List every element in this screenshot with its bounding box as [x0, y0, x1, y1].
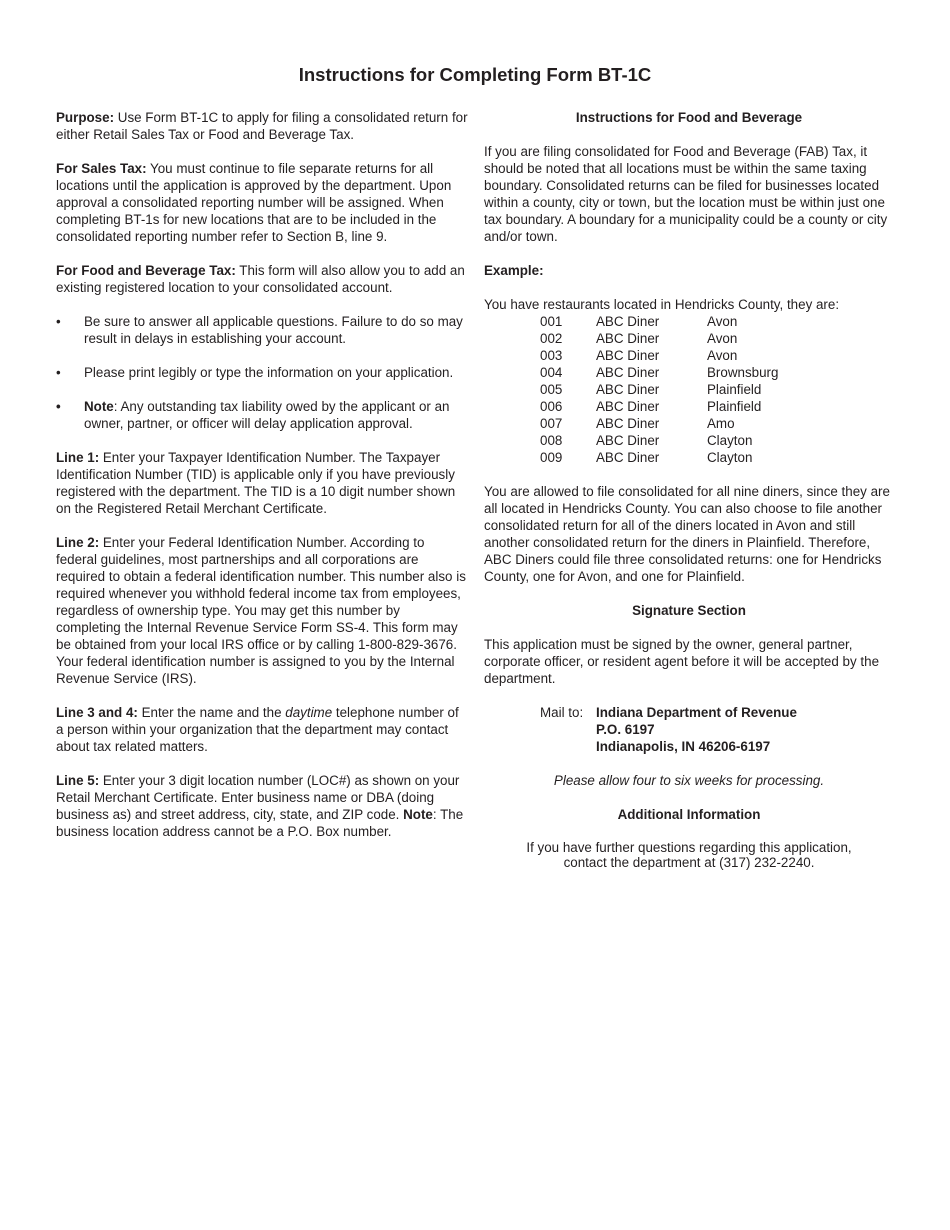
- business-name: ABC Diner: [596, 331, 660, 346]
- location-number: 002: [540, 331, 563, 346]
- table-row: [540, 313, 778, 330]
- business-name: ABC Diner: [596, 450, 660, 465]
- additional-info-line-2: contact the department at (317) 232-2240.: [563, 855, 815, 870]
- table-row: [540, 415, 778, 432]
- location-number: 005: [540, 382, 563, 397]
- table-row: [540, 330, 778, 347]
- line5-text-a: Enter your 3 digit location number (LOC#) as shown on your Retail Merchant Certificate. Enter business name or DBA (doing business as) and street address, city, state, and ZIP code.: [56, 773, 460, 822]
- bullet-item-answer-questions: [56, 313, 468, 347]
- table-row: [540, 364, 778, 381]
- table-row: [540, 381, 778, 398]
- additional-info-text: [484, 840, 894, 870]
- address-line-2: P.O. 6197: [596, 722, 655, 737]
- line1-label: Line 1:: [56, 450, 100, 465]
- mailing-address: [596, 704, 797, 755]
- purpose-label: Purpose:: [56, 110, 115, 125]
- line5-text-b: : The business location address cannot be a P.O. Box number.: [56, 807, 464, 839]
- line5-label: Line 5:: [56, 773, 100, 788]
- business-name: ABC Diner: [596, 416, 660, 431]
- mail-to-label: Mail to:: [540, 705, 584, 720]
- business-name: ABC Diner: [596, 399, 660, 414]
- table-row: [540, 347, 778, 364]
- business-name: ABC Diner: [596, 365, 660, 380]
- example-conclusion-paragraph: You are allowed to file consolidated for all nine diners, since they are all located in Hendricks County. You can also choose to file another consolidated return for all of the diners located in Avon and still another consolidated return for the diners in Plainfield. Therefore, ABC Diners could file three consolidated returns: one for Hendricks County, one for Avon, and one for Plainfield.: [484, 484, 890, 584]
- city-name: Avon: [707, 331, 738, 346]
- line2-text: Enter your Federal Identification Number. According to federal guidelines, most partnerships and all corporations are required to obtain a federal identification number. This number also is required whenever you withhold federal income tax from employees, regardless of ownership type. You may get this number by completing the Internal Revenue Service Form SS-4. This form may be obtained from your local IRS office or by calling 1-800-829-3676. Your federal identification number is assigned to you by the Internal Revenue Service (IRS).: [56, 535, 466, 686]
- city-name: Plainfield: [707, 399, 762, 414]
- address-line-1: Indiana Department of Revenue: [596, 705, 797, 720]
- business-name: ABC Diner: [596, 348, 660, 363]
- line2-label: Line 2:: [56, 535, 100, 550]
- city-name: Clayton: [707, 450, 753, 465]
- fab-tax-label: For Food and Beverage Tax:: [56, 263, 236, 278]
- city-name: Avon: [707, 314, 738, 329]
- bullet-icon: •: [56, 399, 61, 414]
- fab-tax-text: This form will also allow you to add an existing registered location to your consolidated account.: [56, 263, 465, 295]
- table-row: [540, 398, 778, 415]
- line34-paragraph: [56, 704, 468, 755]
- example-label: Example:: [484, 263, 544, 278]
- line2-paragraph: [56, 534, 468, 687]
- fab-heading: Instructions for Food and Beverage: [575, 110, 803, 125]
- bullet-note-label: Note: [84, 399, 114, 414]
- bullet-icon: •: [56, 365, 61, 380]
- city-name: Clayton: [707, 433, 753, 448]
- table-row: [540, 432, 778, 449]
- location-number: 007: [540, 416, 563, 431]
- page-title: Instructions for Completing Form BT-1C: [298, 64, 652, 86]
- additional-info-heading: Additional Information: [617, 807, 761, 822]
- restaurant-table: [540, 313, 778, 466]
- table-row: [540, 449, 778, 466]
- business-name: ABC Diner: [596, 433, 660, 448]
- address-line-3: Indianapolis, IN 46206-6197: [596, 739, 771, 754]
- city-name: Plainfield: [707, 382, 762, 397]
- location-number: 003: [540, 348, 563, 363]
- bullet-text: Please print legibly or type the information on your application.: [84, 365, 454, 380]
- location-number: 006: [540, 399, 563, 414]
- left-column: [56, 109, 468, 857]
- city-name: Brownsburg: [707, 365, 779, 380]
- line34-text-b: telephone number of a person within your organization that the department may contact about tax related matters.: [56, 705, 459, 754]
- additional-info-line-1: If you have further questions regarding this application,: [526, 840, 852, 855]
- location-number: 004: [540, 365, 563, 380]
- bullet-item-note-liability: [56, 398, 468, 432]
- sales-tax-label: For Sales Tax:: [56, 161, 147, 176]
- business-name: ABC Diner: [596, 314, 660, 329]
- purpose-paragraph: [56, 109, 468, 143]
- line1-text: Enter your Taxpayer Identification Number. The Taxpayer Identification Number (TID) is applicable only if you have previously registered with the department. The TID is a 10 digit number shown on the Registered Retail Merchant Certificate.: [56, 450, 456, 516]
- business-name: ABC Diner: [596, 382, 660, 397]
- signature-heading: Signature Section: [632, 603, 746, 618]
- bullet-text: Be sure to answer all applicable questions. Failure to do so may result in delays in establishing your account.: [84, 314, 463, 346]
- processing-note: Please allow four to six weeks for processing.: [553, 773, 825, 788]
- location-number: 009: [540, 450, 563, 465]
- city-name: Avon: [707, 348, 738, 363]
- location-number: 001: [540, 314, 563, 329]
- fab-intro-paragraph: If you are filing consolidated for Food and Beverage (FAB) Tax, it should be noted that all locations must be within the same taxing boundary. Consolidated returns can be filed for businesses located within a county, city or town, but the location must be within just one tax boundary. A boundary for a municipality could be a county or city and/or town.: [484, 144, 888, 244]
- fab-tax-paragraph: [56, 262, 468, 296]
- right-column: [484, 109, 894, 870]
- sales-tax-paragraph: [56, 160, 468, 245]
- bullet-icon: •: [56, 314, 61, 329]
- purpose-text: Use Form BT-1C to apply for filing a consolidated return for either Retail Sales Tax or Food and Beverage Tax.: [56, 110, 468, 142]
- location-number: 008: [540, 433, 563, 448]
- bullet-item-print-legibly: [56, 364, 468, 381]
- city-name: Amo: [707, 416, 735, 431]
- line5-paragraph: [56, 772, 468, 840]
- line34-label: Line 3 and 4:: [56, 705, 138, 720]
- line34-emphasis: daytime: [285, 705, 333, 720]
- mail-to-block: [540, 704, 894, 755]
- example-intro: You have restaurants located in Hendricks County, they are:: [484, 297, 840, 312]
- bullet-text: : Any outstanding tax liability owed by the applicant or an owner, partner, or officer will delay application approval.: [84, 399, 450, 431]
- signature-paragraph: This application must be signed by the owner, general partner, corporate officer, or resident agent before it will be accepted by the department.: [484, 637, 880, 686]
- sales-tax-text: You must continue to file separate returns for all locations until the application is approved by the department. Upon approval a consolidated reporting number will be assigned. When completing BT-1s for new locations that are to be included in the consolidated reporting number refer to Section B, line 9.: [56, 161, 452, 244]
- line34-text-a: Enter the name and the: [137, 705, 286, 720]
- line5-note-label: Note: [403, 807, 433, 822]
- line1-paragraph: [56, 449, 468, 517]
